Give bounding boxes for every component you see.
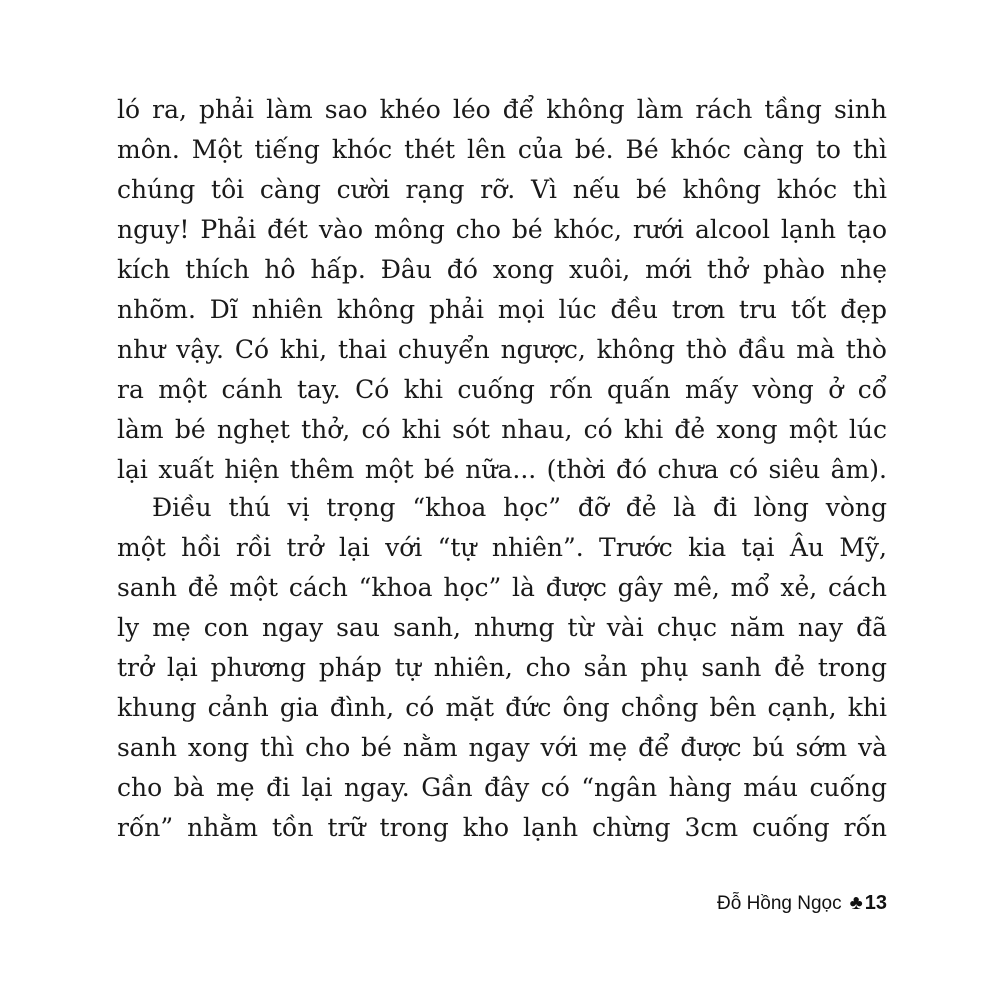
text-line: khung cảnh gia đình, có mặt đức ông chồng bên cạnh, khi bbox=[117, 693, 887, 722]
text-line: Điều thú vị trọng “khoa học” đỡ đẻ là đi lòng vòng bbox=[152, 493, 887, 522]
text-line: ló ra, phải làm sao khéo léo để không làm rách tầng sinh bbox=[117, 95, 887, 124]
page-footer bbox=[717, 886, 887, 920]
text-line: ly mẹ con ngay sau sanh, nhưng từ vài chục năm nay đã bbox=[117, 613, 887, 642]
text-line: kích thích hô hấp. Đâu đó xong xuôi, mới thở phào nhẹ bbox=[117, 255, 887, 284]
text-line: chúng tôi càng cười rạng rỡ. Vì nếu bé không khóc thì bbox=[117, 175, 887, 204]
text-line: cho bà mẹ đi lại ngay. Gần đây có “ngân hàng máu cuống bbox=[117, 773, 887, 802]
club-icon: ♣ bbox=[849, 892, 863, 914]
text-line: rốn” nhằm tồn trữ trong kho lạnh chừng 3cm cuống rốn bbox=[117, 813, 887, 842]
text-line: một hồi rồi trở lại với “tự nhiên”. Trước kia tại Âu Mỹ, bbox=[117, 533, 887, 562]
text-line: làm bé nghẹt thở, có khi sót nhau, có khi đẻ xong một lúc bbox=[117, 415, 887, 444]
text-line: môn. Một tiếng khóc thét lên của bé. Bé khóc càng to thì bbox=[117, 135, 887, 164]
text-line: nguy! Phải đét vào mông cho bé khóc, rưới alcool lạnh tạo bbox=[117, 215, 887, 244]
text-line: sanh xong thì cho bé nằm ngay với mẹ để được bú sớm và bbox=[117, 733, 887, 762]
text-line: nhõm. Dĩ nhiên không phải mọi lúc đều trơn tru tốt đẹp bbox=[117, 295, 887, 324]
text-line: trở lại phương pháp tự nhiên, cho sản phụ sanh đẻ trong bbox=[117, 653, 887, 682]
text-line: sanh đẻ một cách “khoa học” là được gây mê, mổ xẻ, cách bbox=[117, 573, 887, 602]
author-name: Đỗ Hồng Ngọc bbox=[717, 893, 842, 914]
text-line: như vậy. Có khi, thai chuyển ngược, không thò đầu mà thò bbox=[117, 335, 887, 364]
page-number: 13 bbox=[864, 892, 887, 914]
text-line: ra một cánh tay. Có khi cuống rốn quấn mấy vòng ở cổ bbox=[117, 375, 887, 404]
text-line: lại xuất hiện thêm một bé nữa... (thời đó chưa có siêu âm). bbox=[117, 455, 887, 484]
